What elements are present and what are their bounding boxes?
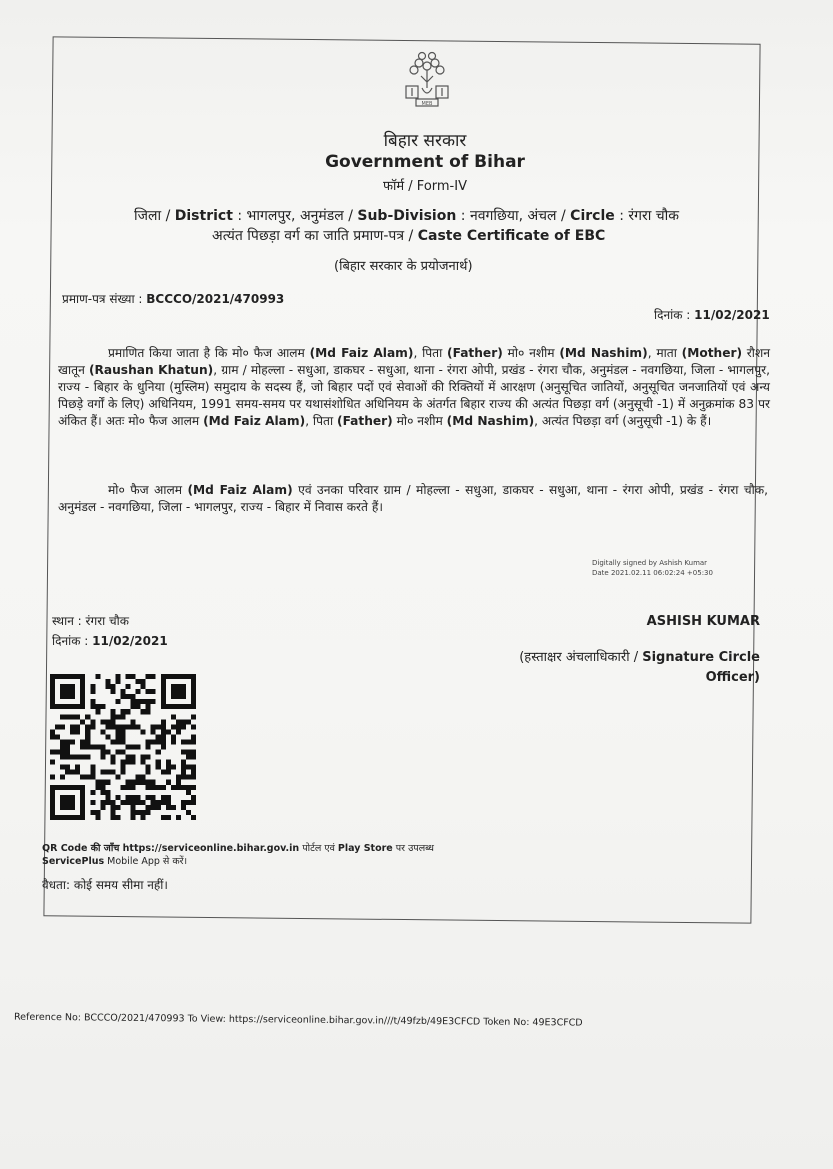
signer-designation: (हस्ताक्षर अंचलाधिकारी / Signature Circle Officer) xyxy=(519,650,760,685)
reference-footer: Reference No: BCCCO/2021/470993 To View: https://serviceonline.bihar.gov.in///t/49fzb/49E3CFCD Token No: 49E3CFCD xyxy=(13,1011,583,1029)
footer-date: दिनांक : 11/02/2021 xyxy=(52,634,168,648)
certificate-number: प्रमाण-पत्र संख्या : BCCCO/2021/470993 xyxy=(62,292,285,306)
signer-name: ASHISH KUMAR xyxy=(646,614,760,629)
qr-verification-note: QR Code की जाँच https://serviceonline.bihar.gov.in पोर्टल एवं Play Store पर उपलब्ध ServicePlus Mobile App से करें। xyxy=(42,843,434,867)
residence-paragraph: मो० फैज आलम (Md Faiz Alam) एवं उनका परिवार ग्राम / मोहल्ला - सधुआ, डाकघर - सधुआ, थाना - रंगरा ओपी, प्रखंड - रंगरा चौक, अनुमंडल - नवगछिया, जिला - भागलपुर, राज्य - बिहार में निवास करते हैं। xyxy=(58,483,768,514)
certificate-title: अत्यंत पिछड़ा वर्ग का जाति प्रमाण-पत्र / Caste Certificate of EBC xyxy=(212,228,606,244)
place-label: स्थान : रंगरा चौक xyxy=(52,614,129,628)
bihar-emblem-icon xyxy=(398,48,456,108)
issue-date: दिनांक : 11/02/2021 xyxy=(654,308,770,322)
header-hindi-title: बिहार सरकार xyxy=(383,131,467,151)
form-number: फॉर्म / Form-IV xyxy=(383,179,467,194)
district-line: जिला / District : भागलपुर, अनुमंडल / Sub-Division : नवगछिया, अंचल / Circle : रंगरा चौक xyxy=(134,208,680,224)
digital-signature-stamp: Digitally signed by Ashish Kumar Date 2021.02.11 06:02:24 +05:30 xyxy=(592,559,713,577)
qr-code-icon[interactable] xyxy=(50,674,196,820)
portal-link[interactable]: https://serviceonline.bihar.gov.in xyxy=(122,843,300,854)
validity-note: वैधता: कोई समय सीमा नहीं। xyxy=(42,878,168,892)
certificate-subtitle: (बिहार सरकार के प्रयोजनार्थ) xyxy=(334,259,473,274)
certificate-body-paragraph: प्रमाणित किया जाता है कि मो० फैज आलम (Md Faiz Alam), पिता (Father) मो० नशीम (Md Nashim), माता (Mother) रौशन खातून (Raushan Khatun), ग्राम / मोहल्ला - सधुआ, डाकघर - सधुआ, थाना - रंगरा ओपी, प्रखंड - रंगरा चौक, अनुमंडल - नवगछिया, जिला - भागलपुर, राज्य - बिहार के धुनिया (मुस्लिम) समुदाय के सदस्य हैं, जो बिहार पदों एवं सेवाओं की रिक्तियों में आरक्षण (अनुसूचित जातियों, अनुसूचित जनजातियों एवं अन्य पिछड़े वर्गों के लिए) अधिनियम, 1991 समय-समय पर यथासंशोधित अधिनियम के अंतर्गत बिहार राज्य की अत्यंत पिछड़ा वर्ग (अनुसूची -1) में अनुक्रमांक 83 पर अंकित हैं। अतः मो० फैज आलम (Md Faiz Alam), पिता (Father) मो० नशीम (Md Nashim), अत्यंत पिछड़ा वर्ग (अनुसूची -1) के हैं। xyxy=(58,346,770,428)
header-english-title: Government of Bihar xyxy=(325,152,525,172)
svg-text:MEB: MEB xyxy=(421,101,433,107)
